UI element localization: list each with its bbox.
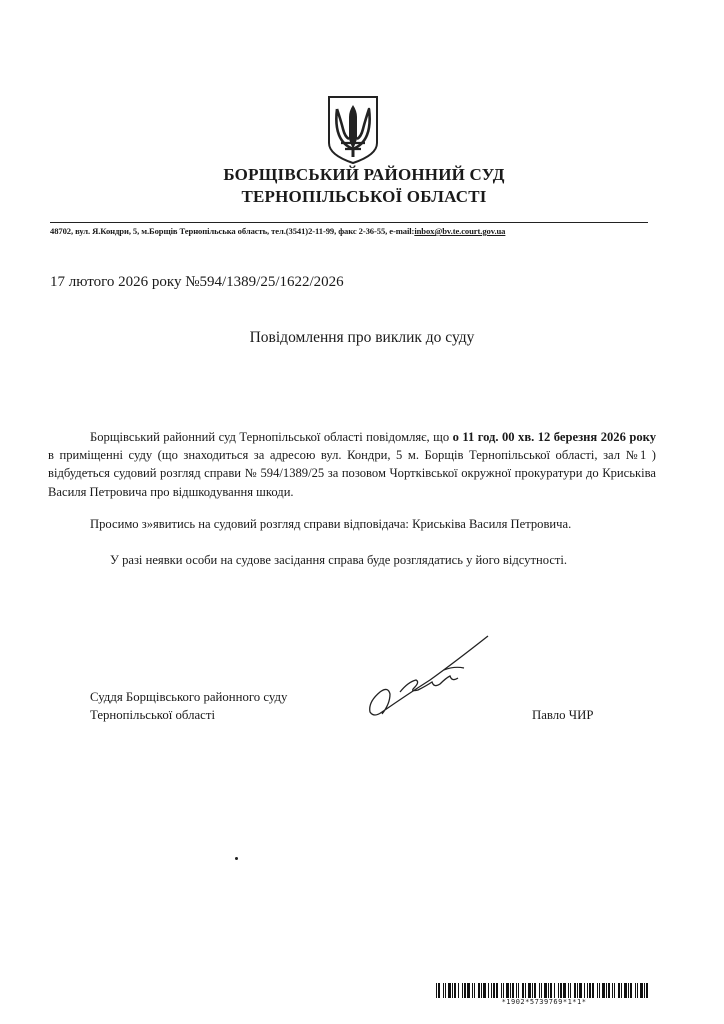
- barcode-bar: [550, 983, 552, 998]
- barcode-bar: [635, 983, 636, 998]
- judge-position-line1: Суддя Борщівського районного суду: [90, 690, 288, 704]
- scan-speck: [235, 857, 238, 860]
- barcode-bar: [478, 983, 480, 998]
- barcode-bar: [584, 983, 585, 998]
- barcode-bar: [481, 983, 482, 998]
- barcode-bar: [558, 983, 559, 998]
- summons-paragraph: [48, 428, 656, 501]
- barcode-bar: [608, 983, 610, 998]
- barcode-bar: [501, 983, 502, 998]
- barcode-bar: [532, 983, 533, 998]
- barcode-bar: [438, 983, 440, 998]
- barcode-bar: [464, 983, 466, 998]
- barcode-bar: [628, 983, 629, 998]
- barcode-bar: [606, 983, 607, 998]
- barcode-bar: [640, 983, 643, 998]
- judge-position-line2: Тернопільської області: [90, 708, 216, 722]
- barcode-bar: [621, 983, 622, 998]
- barcode-bar: [614, 983, 615, 998]
- barcode-bar: [516, 983, 517, 998]
- barcode-bar: [518, 983, 519, 998]
- barcode-bar: [452, 983, 453, 998]
- barcode-bar: [539, 983, 540, 998]
- barcode-bar: [525, 983, 526, 998]
- court-name: БОРЩІВСЬКИЙ РАЙОННИЙ СУД: [223, 165, 505, 184]
- barcode-bar: [646, 983, 648, 998]
- court-region: ТЕРНОПІЛЬСЬКОЇ ОБЛАСТІ: [241, 187, 487, 206]
- hearing-datetime: о 11 год. 00 хв. 12 березня 2026 року: [452, 430, 657, 444]
- barcode-bar: [563, 983, 566, 998]
- barcode-bar: [597, 983, 598, 998]
- barcode-bar: [467, 983, 470, 998]
- barcode-bar: [544, 983, 547, 998]
- barcode-number: *1902*5739769*1*1*: [501, 998, 587, 1006]
- email-link[interactable]: inbox@bv.te.court.gov.ua: [414, 226, 506, 236]
- barcode-bar: [454, 983, 456, 998]
- address-text: 48702, вул. Я.Кондри, 5, м.Борщів Тернопільська область, тел.(3541)2-11-99, факс 2-36-55, e-mail:: [50, 226, 415, 236]
- barcode-bar: [599, 983, 600, 998]
- paragraph-intro: Борщівський районний суд Тернопільської області повідомляє, що: [90, 430, 453, 444]
- barcode-bar: [445, 983, 446, 998]
- appearance-request-paragraph: Просимо з»явитись на судовий розгляд справи відповідача: Криськіва Василя Петровича.: [90, 517, 572, 531]
- barcode-bar: [491, 983, 492, 998]
- ukraine-trident-emblem-icon: [327, 95, 379, 165]
- barcode-bar: [592, 983, 594, 998]
- barcode-bar: [522, 983, 524, 998]
- barcode-bar: [493, 983, 495, 998]
- barcode-bar: [624, 983, 627, 998]
- barcode-bar: [448, 983, 451, 998]
- barcode-bar: [534, 983, 536, 998]
- barcode-bar: [528, 983, 531, 998]
- barcode-bar: [496, 983, 498, 998]
- barcode-bar: [472, 983, 473, 998]
- barcode-bar: [506, 983, 509, 998]
- document-barcode: [436, 983, 652, 998]
- barcode-bar: [612, 983, 613, 998]
- barcode-bar: [618, 983, 620, 998]
- absence-notice-paragraph: У разі неявки особи на судове засідання справа буде розглядатись у його відсутності.: [110, 553, 568, 567]
- barcode-bar: [644, 983, 645, 998]
- barcode-bar: [589, 983, 591, 998]
- judge-name: Павло ЧИР: [532, 708, 594, 722]
- paragraph-rest: в приміщенні суду (що знаходиться за адресою вул. Кондри, 5 м. Борщів Тернопільської області, зал №1 ) відбудеться судовий розгляд справи № 594/1389/25 за позовом Чортківської окружної прокуратури до Криськіва Василя Петровича про відшкодування шкоди.: [48, 448, 656, 499]
- barcode-bar: [602, 983, 605, 998]
- court-address: [50, 226, 650, 236]
- barcode-bar: [512, 983, 514, 998]
- barcode-bar: [548, 983, 549, 998]
- barcode-bar: [568, 983, 569, 998]
- barcode-bar: [587, 983, 588, 998]
- barcode-bar: [462, 983, 463, 998]
- barcode-bar: [458, 983, 459, 998]
- barcode-bar: [637, 983, 638, 998]
- document-date-and-number: 17 лютого 2026 року №594/1389/25/1622/2026: [50, 274, 344, 290]
- barcode-bar: [554, 983, 555, 998]
- document-title: Повідомлення про виклик до суду: [249, 329, 475, 346]
- barcode-bar: [510, 983, 511, 998]
- barcode-bar: [483, 983, 486, 998]
- barcode-bar: [443, 983, 444, 998]
- barcode-bar: [488, 983, 489, 998]
- handwritten-signature: [360, 632, 495, 722]
- barcode-bar: [560, 983, 562, 998]
- barcode-bar: [577, 983, 578, 998]
- barcode-bar: [579, 983, 582, 998]
- barcode-bar: [630, 983, 632, 998]
- barcode-bar: [436, 983, 437, 998]
- barcode-bar: [541, 983, 542, 998]
- barcode-bar: [570, 983, 571, 998]
- header-divider: [50, 222, 648, 223]
- barcode-bar: [474, 983, 475, 998]
- barcode-bar: [503, 983, 504, 998]
- barcode-bar: [574, 983, 576, 998]
